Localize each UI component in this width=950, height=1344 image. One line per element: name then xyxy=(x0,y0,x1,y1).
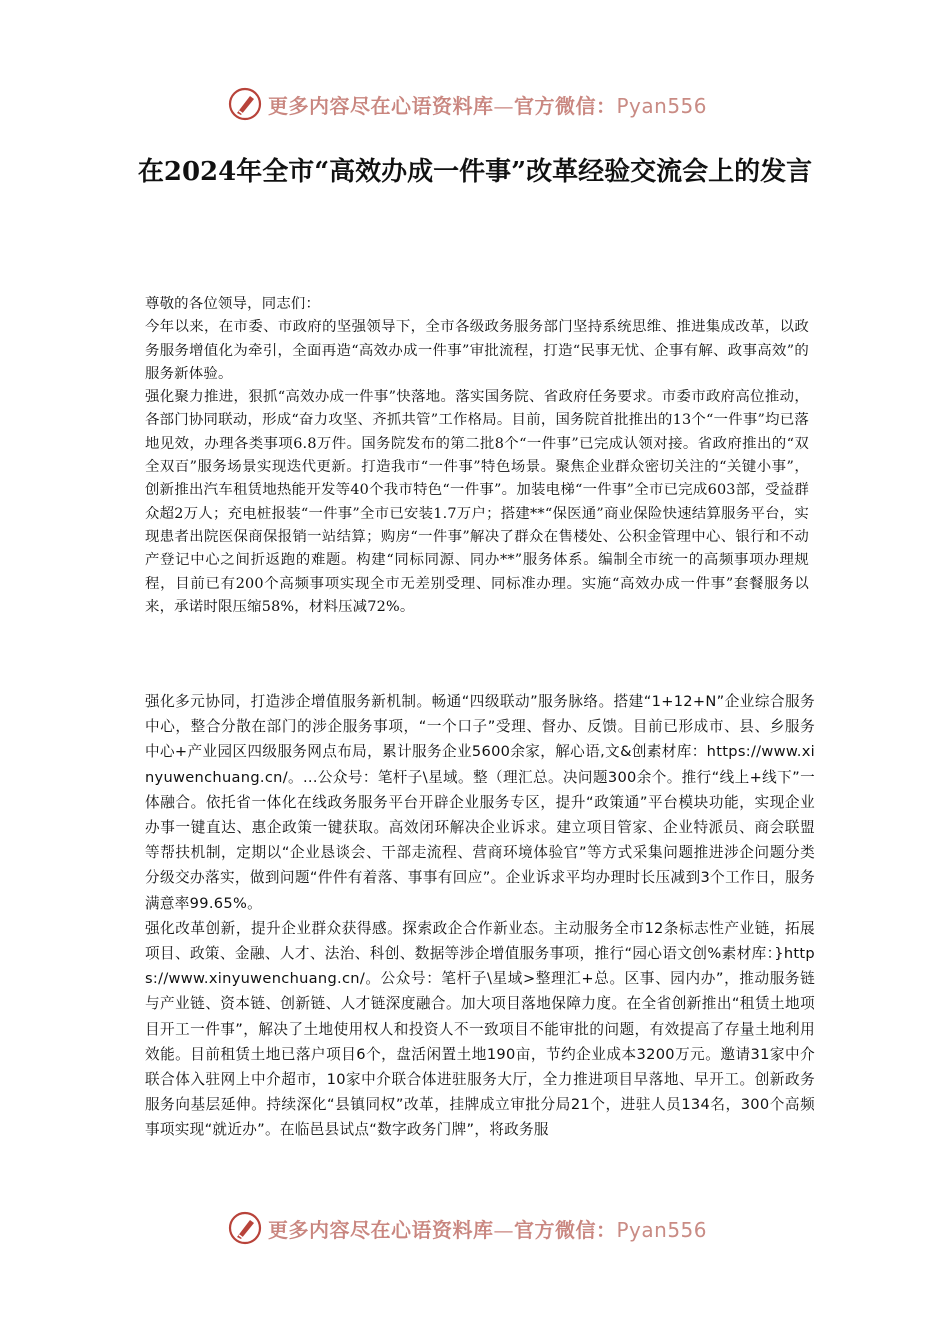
watermark-text xyxy=(268,90,707,119)
paragraph-promotion: 强化聚力推进，狠抓“高效办成一件事”快落地。落实国务院、省政府任务要求。市委市政府高位推动，各部门协同联动，形成“奋力攻坚、齐抓共管”工作格局。目前，国务院首批推出的13个“一件事”均已落地见效，办理各类事项6.8万件。国务院发布的第二批8个“一件事”已完成认领对接。省政府推出的“双全双百”服务场景实现迭代更新。打造我市“一件事”特色场景。聚焦企业群众密切关注的“关键小事”，创新推出汽车租赁地热能开发等40个我市特色“一件事”。加装电梯“一件事”全市已完成603部，受益群众超2万人；充电桩报装“一件事”全市已安装1.7万户；搭建**“保医通”商业保险快速结算服务平台，实现患者出院医保商保报销一站结算；购房“一件事”解决了群众在售楼处、公积金管理中心、银行和不动产登记中心之间折返跑的难题。构建“同标同源、同办**”服务体系。编制全市统一的高频事项办理规程，目前已有200个高频事项实现全市无差别受理、同标准办理。实施“高效办成一件事”套餐服务以来，承诺时限压缩58%，材料压减72%。 xyxy=(145,389,809,615)
document-title: 在2024年全市“高效办成一件事”改革经验交流会上的发言 xyxy=(137,157,813,187)
watermark-handle: Pyan556 xyxy=(616,1217,708,1242)
pen-nib-logo-icon xyxy=(228,87,262,121)
watermark-label: 官方微信： xyxy=(514,93,617,118)
watermark-label: 官方微信： xyxy=(514,1217,617,1242)
watermark-handle: Pyan556 xyxy=(616,93,708,118)
paragraph-coordination: 强化多元协同，打造涉企增值服务新机制。畅通“四级联动”服务脉络。搭建“1+12+N”企业综合服务中心，整合分散在部门的涉企服务事项，“一个口子”受理、督办、反馈。目前已形成市、县、乡服务中心+产业园区四级服务网点布局，累计服务企业5600余家，解心语,文&创素材库：https://www.xinyuwenchuang.cn/。...公众号：笔杆子\星域。整（理汇总。决问题300余个。推行“线上+线下”一体融合。依托省一体化在线政务服务平台开辟企业服务专区，提升“政策通”平台模块功能，实现企业办事一键直达、惠企政策一键获取。高效闭环解决企业诉求。建立项目管家、企业特派员、商会联盟等帮扶机制，定期以“企业恳谈会、干部走流程、营商环境体验官”等方式采集问题推进涉企问题分类分级交办落实，做到问题“件件有着落、事事有回应”。企业诉求平均办理时长压减到3个工作日，服务满意率99.65%。 xyxy=(145,693,815,912)
paragraph-innovation: 强化改革创新，提升企业群众获得感。探索政企合作新业态。主动服务全市12条标志性产业链，拓展项目、政策、金融、人才、法治、科创、数据等涉企增值服务事项，推行“园心语文创%素材库：}https://www.xinyuwenchuang.cn/。公众号：笔杆子\星域>整理汇+总。区事、园内办”，推动服务链与产业链、资本链、创新链、人才链深度融合。加大项目落地保障力度。在全省创新推出“租赁土地项目开工一件事”，解决了土地使用权人和投资人不一致项目不能审批的问题，有效提高了存量土地利用效能。目前租赁土地已落户项目6个，盘活闲置土地190亩，节约企业成本3200万元。邀请31家中介联合体入驻网上中介超市，10家中介联合体进驻服务大厅，全力推进项目早落地、早开工。创新政务服务向基层延伸。持续深化“县镇同权”改革，挂牌成立审批分局21个，进驻人员134名，300个高频事项实现“就近办”。在临邑县试点“数字政务门牌”，将政务服 xyxy=(145,919,815,1139)
body-section-sans xyxy=(145,689,815,1143)
watermark-main: 更多内容尽在心语资料库 xyxy=(268,1217,494,1242)
salutation: 尊敬的各位领导，同志们： xyxy=(145,296,321,312)
pen-nib-logo-icon xyxy=(228,1211,262,1245)
body-section-serif xyxy=(145,293,809,619)
watermark-main: 更多内容尽在心语资料库 xyxy=(268,93,494,118)
watermark-text xyxy=(268,1214,707,1243)
watermark-dash: — xyxy=(493,93,514,118)
watermark-dash: — xyxy=(493,1217,514,1242)
paragraph-intro: 今年以来，在市委、市政府的坚强领导下，全市各级政务服务部门坚持系统思维、推进集成改革，以政务服务增值化为牵引，全面再造“高效办成一件事”审批流程，打造“民事无忧、企事有解、政事高效”的服务新体验。 xyxy=(145,319,809,382)
header-watermark xyxy=(228,86,748,122)
footer-watermark xyxy=(228,1210,748,1246)
